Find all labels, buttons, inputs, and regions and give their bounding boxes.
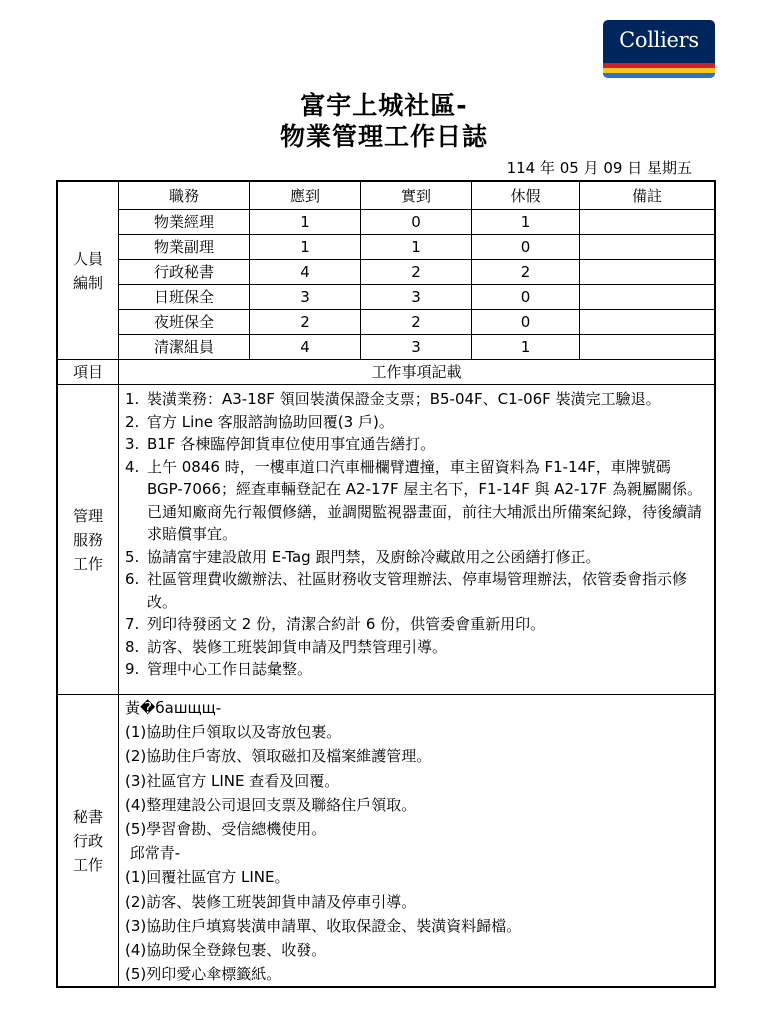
staff-leave: 2 — [472, 260, 580, 285]
list-item: (2)協助住戶寄放、領取磁扣及檔案維護管理。 — [125, 747, 432, 766]
list-item: (4)協助保全登錄包裹、收發。 — [125, 941, 327, 960]
list-item: 7. 列印待發函文 2 份，清潔合約計 6 份，供管委會重新用印。 — [125, 615, 546, 633]
col-header-present: 實到 — [361, 182, 472, 210]
staff-role: 物業經理 — [119, 210, 250, 235]
list-item: (5)列印愛心傘標籤紙。 — [125, 965, 282, 984]
management-items — [119, 385, 714, 695]
staff-leave: 1 — [472, 210, 580, 235]
staff-present: 2 — [361, 310, 472, 335]
staff-leave: 0 — [472, 235, 580, 260]
staff-note — [580, 260, 714, 285]
list-item: 4. 上午 0846 時，一樓車道口汽車柵欄臂遭撞，車主留資料為 F1-14F，車牌號碼 BGP-7066；經查車輛登記在 A2-17F 屋主名下，F1-14F 與 A2-17F 為親屬關係。已通知廠商先行報價修繕，並調閱監視器畫面，前往大埔派出所備案紀錄，待後續請求賠償事宜。 — [125, 457, 703, 543]
list-item: 9. 管理中心工作日誌彙整。 — [125, 660, 313, 678]
list-item: (2)訪客、裝修工班裝卸貨申請及停車引導。 — [125, 892, 417, 911]
staff-note — [580, 210, 714, 235]
staff-role: 物業副理 — [119, 235, 250, 260]
staff-note — [580, 235, 714, 260]
list-item: (1)回覆社區官方 LINE。 — [125, 868, 290, 887]
list-item: (4)整理建設公司退回支票及聯絡住戶領取。 — [125, 795, 417, 814]
staff-present: 0 — [361, 210, 472, 235]
work-header-record: 工作事項記載 — [119, 360, 714, 385]
staff-due: 3 — [250, 285, 361, 310]
log-table — [56, 180, 716, 988]
work-header-item: 項目 — [58, 360, 119, 385]
col-header-role: 職務 — [119, 182, 250, 210]
staff-due: 1 — [250, 235, 361, 260]
log-date: 114 年 05 月 09 日 星期五 — [506, 159, 692, 177]
staff-role: 夜班保全 — [119, 310, 250, 335]
list-item: (5)學習會勘、受信總機使用。 — [125, 820, 327, 839]
list-item: 黃�башщщ- — [125, 699, 222, 717]
staff-role: 行政秘書 — [119, 260, 250, 285]
list-item: (3)協助住戶填寫裝潢申請單、收取保證金、裝潢資料歸檔。 — [125, 916, 522, 935]
management-section-label: 管理 服務 工作 — [58, 385, 119, 695]
logo-stripes — [603, 63, 715, 78]
staff-present: 1 — [361, 235, 472, 260]
staff-leave: 0 — [472, 285, 580, 310]
list-item: (1)協助住戶領取以及寄放包裹。 — [125, 723, 342, 742]
list-item: (3)社區官方 LINE 查看及回覆。 — [125, 771, 340, 790]
staff-role: 清潔組員 — [119, 335, 250, 360]
staff-note — [580, 310, 714, 335]
staff-leave: 1 — [472, 335, 580, 360]
staff-note — [580, 335, 714, 360]
staff-role: 日班保全 — [119, 285, 250, 310]
logo-text: Colliers — [619, 28, 699, 52]
colliers-logo — [603, 20, 715, 78]
list-item: 邱常青- — [125, 844, 181, 863]
staff-due: 1 — [250, 210, 361, 235]
staff-leave: 0 — [472, 310, 580, 335]
staff-present: 3 — [361, 335, 472, 360]
secretary-section-label: 秘書 行政 工作 — [58, 695, 119, 986]
page-title-line1: 富宇上城社區- — [300, 91, 468, 120]
list-item: 5. 協請富宇建設啟用 E-Tag 跟門禁，及廚餘冷藏啟用之公函繕打修正。 — [125, 547, 601, 566]
list-item: 8. 訪客、裝修工班裝卸貨申請及門禁管理引導。 — [125, 637, 448, 656]
staff-due: 4 — [250, 260, 361, 285]
staff-due: 4 — [250, 335, 361, 360]
staff-present: 3 — [361, 285, 472, 310]
staff-due: 2 — [250, 310, 361, 335]
col-header-leave: 休假 — [472, 182, 580, 210]
page-title-line2: 物業管理工作日誌 — [279, 122, 488, 151]
list-item: 2. 官方 Line 客服諮詢協助回覆(3 戶)。 — [125, 412, 394, 431]
staff-section-label: 人員 編制 — [58, 182, 119, 360]
staff-present: 2 — [361, 260, 472, 285]
list-item: 1. 裝潢業務：A3-18F 領回裝潢保證金支票；B5-04F、C1-06F 裝潢完工驗退。 — [125, 390, 661, 408]
staff-note — [580, 285, 714, 310]
col-header-note: 備註 — [580, 182, 714, 210]
col-header-due: 應到 — [250, 182, 361, 210]
secretary-items — [119, 695, 714, 986]
list-item: 3. B1F 各棟臨停卸貨車位使用事宜通告繕打。 — [125, 435, 436, 453]
list-item: 6. 社區管理費收繳辦法、社區財務收支管理辦法、停車場管理辦法，依管委會指示修改。 — [125, 570, 688, 611]
